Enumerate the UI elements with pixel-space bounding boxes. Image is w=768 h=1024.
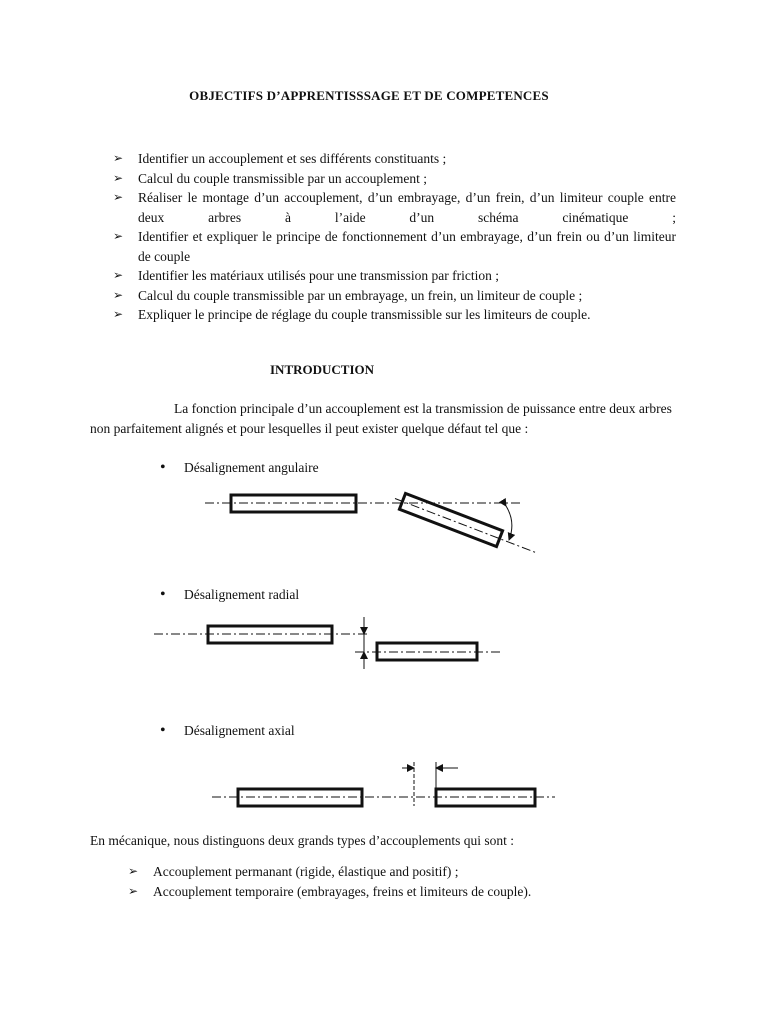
arrow-bullet-icon: ➢ [128, 864, 139, 878]
list-item: ➢ Calcul du couple transmissible par un accouplement ; [113, 169, 676, 189]
angular-misalignment-label: Désalignement angulaire [184, 460, 319, 475]
arrow-bullet-icon: ➢ [113, 190, 124, 204]
list-item: ➢ Calcul du couple transmissible par un embrayage, un frein, un limiteur de couple ; [113, 286, 676, 306]
list-item: ➢ Accouplement temporaire (embrayages, freins et limiteurs de couple). [128, 882, 648, 902]
list-item: ➢ Identifier les matériaux utilisés pour une transmission par friction ; [113, 266, 676, 286]
list-item: ➢ Identifier un accouplement et ses différents constituants ; [113, 149, 676, 169]
list-item: ➢ Réaliser le montage d’un accouplement, d’un embrayage, d’un frein, d’un limiteur couple entre deux arbres à l’aide d’un schéma cinématique ; [113, 190, 676, 225]
page-title: OBJECTIFS D’APPRENTISSSAGE ET DE COMPETENCES [189, 88, 549, 103]
coupling-types-list [128, 862, 648, 901]
arrow-bullet-icon: ➢ [113, 287, 124, 302]
bullet-dot-icon: • [160, 722, 166, 739]
radial-misalignment-diagram [154, 617, 500, 669]
arrow-bullet-icon: ➢ [113, 170, 124, 185]
section-heading: INTRODUCTION [270, 362, 375, 377]
radial-misalignment-label: Désalignement radial [184, 587, 300, 602]
bullet-dot-icon: • [160, 459, 166, 476]
arrow-bullet-icon: ➢ [113, 268, 124, 282]
arrow-bullet-icon: ➢ [113, 307, 124, 321]
axial-misalignment-label: Désalignement axial [184, 723, 295, 738]
arrow-bullet-icon: ➢ [113, 229, 124, 243]
arrow-bullet-icon: ➢ [128, 883, 139, 898]
bullet-dot-icon: • [160, 586, 166, 603]
angular-misalignment-diagram [205, 491, 540, 561]
arrow-bullet-icon: ➢ [113, 151, 124, 165]
list-item: ➢ Accouplement permanant (rigide, élastique and positif) ; [128, 862, 648, 882]
list-item: ➢ Identifier et expliquer le principe de fonctionnement d’un embrayage, d’un frein ou d’un limiteur de couple [113, 229, 676, 264]
list-item: ➢ Expliquer le principe de réglage du couple transmissible sur les limiteurs de couple. [113, 305, 676, 325]
axial-misalignment-diagram [212, 762, 555, 806]
intro-paragraph: La fonction principale d’un accouplement est la transmission de puissance entre deux arbres non parfaitement alignés et pour lesquelles il peut exister quelque défaut tel que : [90, 401, 672, 436]
conclusion-text: En mécanique, nous distinguons deux grands types d’accouplements qui sont : [90, 833, 515, 848]
